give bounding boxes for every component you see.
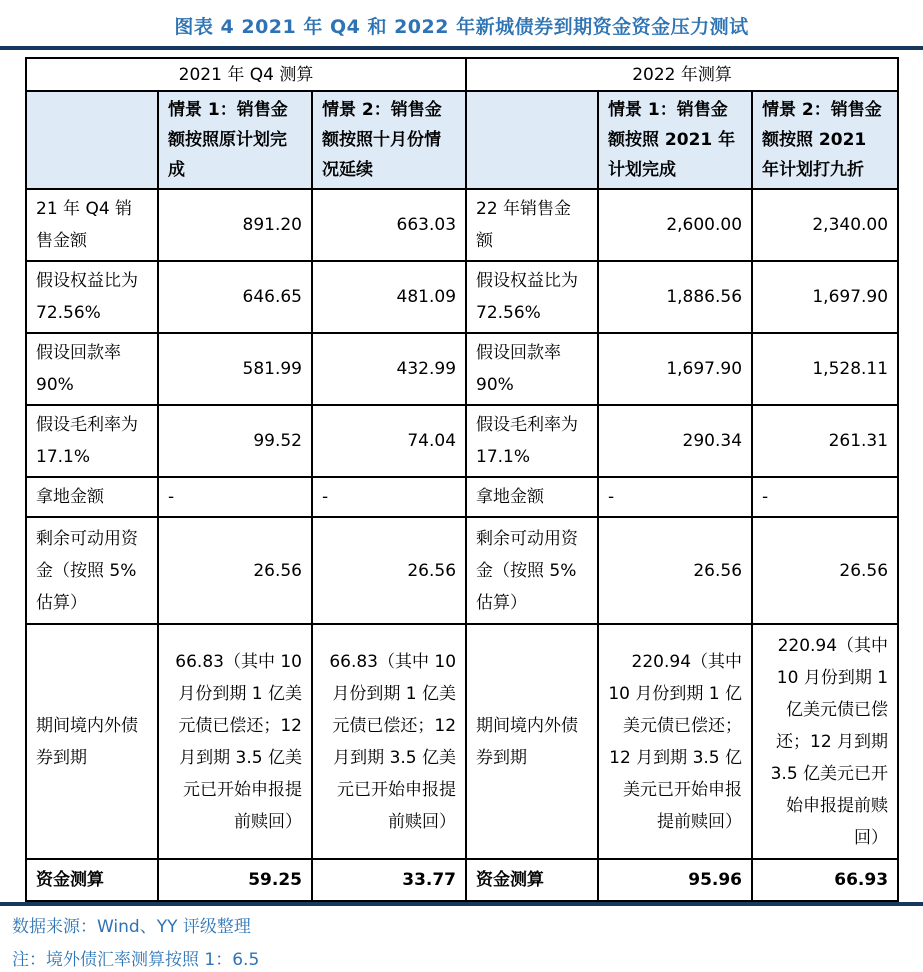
row-label: 拿地金额 [26, 477, 158, 517]
title-rule [0, 46, 923, 50]
table-row-gross-margin [26, 405, 898, 477]
value-cell: 26.56 [752, 517, 898, 624]
group-header-2022: 2022 年测算 [466, 58, 898, 91]
value-cell: 26.56 [158, 517, 312, 624]
exchange-rate-note: 注：境外债汇率测算按照 1：6.5 [12, 950, 260, 970]
table-row-bond-maturity [26, 624, 898, 859]
value-cell: - [752, 477, 898, 517]
value-cell: 2,340.00 [752, 189, 898, 261]
row-label: 剩余可动用资金（按照 5%估算） [466, 517, 598, 624]
row-label: 期间境内外债券到期 [466, 624, 598, 859]
group-header-row [26, 58, 898, 91]
value-cell: 66.83（其中 10 月份到期 1 亿美元债已偿还；12 月到期 3.5 亿美元已开始申报提前赎回） [158, 624, 312, 859]
value-cell: 1,886.56 [598, 261, 752, 333]
table-row-collection-rate [26, 333, 898, 405]
row-label: 假设回款率 90% [466, 333, 598, 405]
value-cell: 581.99 [158, 333, 312, 405]
bottom-rule [0, 902, 923, 906]
scenario-header-2022-s2: 情景 2：销售金额按照 2021 年计划打九折 [752, 91, 898, 189]
value-cell: 66.83（其中 10 月份到期 1 亿美元债已偿还；12 月到期 3.5 亿美元已开始申报提前赎回） [312, 624, 466, 859]
row-label: 假设回款率 90% [26, 333, 158, 405]
value-cell: 26.56 [598, 517, 752, 624]
value-cell: 1,528.11 [752, 333, 898, 405]
value-cell: 220.94（其中 10 月份到期 1 亿美元债已偿还；12 月到期 3.5 亿美元已开始申报提前赎回） [598, 624, 752, 859]
value-cell: 891.20 [158, 189, 312, 261]
scenario-header-row [26, 91, 898, 189]
value-cell: - [158, 477, 312, 517]
page-title: 图表 4 2021 年 Q4 和 2022 年新城债券到期资金资金压力测试 [174, 16, 749, 38]
table-row-remaining-funds [26, 517, 898, 624]
value-cell: 2,600.00 [598, 189, 752, 261]
row-label: 资金测算 [466, 859, 598, 901]
row-label: 假设毛利率为 17.1% [26, 405, 158, 477]
value-cell: 74.04 [312, 405, 466, 477]
value-cell: 59.25 [158, 859, 312, 901]
group-header-2021q4: 2021 年 Q4 测算 [26, 58, 466, 91]
table-footnotes [12, 915, 923, 972]
data-source-note: 数据来源：Wind、YY 评级整理 [12, 917, 251, 937]
value-cell: 1,697.90 [752, 261, 898, 333]
row-label: 21 年 Q4 销售金额 [26, 189, 158, 261]
value-cell: 1,697.90 [598, 333, 752, 405]
value-cell: 33.77 [312, 859, 466, 901]
value-cell: 220.94（其中 10 月份到期 1 亿美元债已偿还；12 月到期 3.5 亿美元已开始申报提前赎回） [752, 624, 898, 859]
value-cell: 66.93 [752, 859, 898, 901]
value-cell: 481.09 [312, 261, 466, 333]
value-cell: 99.52 [158, 405, 312, 477]
table-row-land-purchase [26, 477, 898, 517]
value-cell: - [312, 477, 466, 517]
value-cell: 95.96 [598, 859, 752, 901]
row-label: 资金测算 [26, 859, 158, 901]
scenario-header-spacer-left [26, 91, 158, 189]
scenario-header-2022-s1: 情景 1：销售金额按照 2021 年计划完成 [598, 91, 752, 189]
scenario-header-q4-s1: 情景 1：销售金额按照原计划完成 [158, 91, 312, 189]
row-label: 假设毛利率为 17.1% [466, 405, 598, 477]
value-cell: 261.31 [752, 405, 898, 477]
value-cell: 646.65 [158, 261, 312, 333]
scenario-header-q4-s2: 情景 2：销售金额按照十月份情况延续 [312, 91, 466, 189]
value-cell: 26.56 [312, 517, 466, 624]
row-label: 假设权益比为 72.56% [26, 261, 158, 333]
row-label: 拿地金额 [466, 477, 598, 517]
table-row-funding-total [26, 859, 898, 901]
value-cell: 432.99 [312, 333, 466, 405]
row-label: 假设权益比为 72.56% [466, 261, 598, 333]
table-row-equity-ratio [26, 261, 898, 333]
value-cell: - [598, 477, 752, 517]
value-cell: 290.34 [598, 405, 752, 477]
row-label: 22 年销售金额 [466, 189, 598, 261]
value-cell: 663.03 [312, 189, 466, 261]
table-row-sales [26, 189, 898, 261]
row-label: 期间境内外债券到期 [26, 624, 158, 859]
row-label: 剩余可动用资金（按照 5%估算） [26, 517, 158, 624]
stress-test-table [25, 57, 899, 902]
scenario-header-spacer-right [466, 91, 598, 189]
